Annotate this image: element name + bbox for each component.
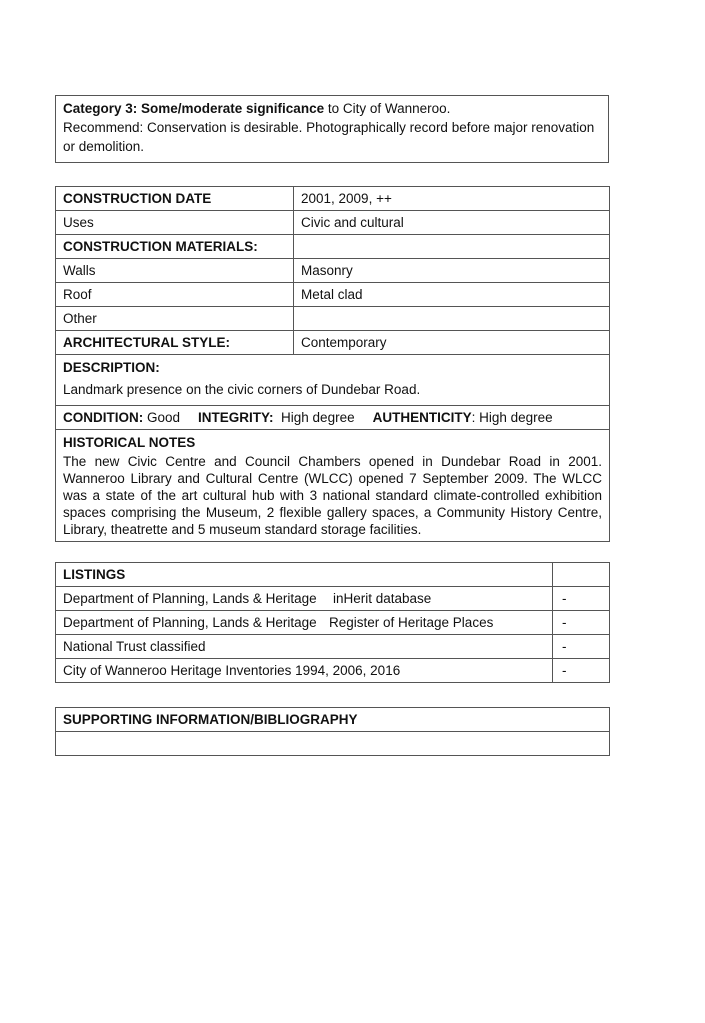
supporting-table — [55, 707, 610, 756]
recommendation-text: Recommend: Conservation is desirable. Photographically record before major renovation or demolition. — [63, 120, 595, 154]
table-row — [56, 659, 610, 683]
style-value: Contemporary — [294, 331, 610, 355]
listing-cell — [56, 635, 553, 659]
listing-source: National Trust classified — [63, 638, 206, 654]
listing-cell — [56, 659, 553, 683]
category-box — [55, 95, 609, 163]
table-row — [56, 355, 610, 406]
listing-value: - — [553, 635, 610, 659]
table-row — [56, 187, 610, 211]
table-row — [56, 708, 610, 732]
authenticity-label: AUTHENTICITY — [372, 409, 472, 425]
table-row — [56, 635, 610, 659]
table-row — [56, 430, 610, 542]
integrity-label: INTEGRITY: — [198, 409, 274, 425]
listing-value: - — [553, 611, 610, 635]
listing-value: - — [553, 587, 610, 611]
table-row — [56, 259, 610, 283]
listings-table — [55, 562, 610, 683]
category-heading-bold: Category 3: Some/moderate significance — [63, 101, 325, 116]
listing-cell — [56, 611, 553, 635]
description-text: Landmark presence on the civic corners of Dundebar Road. — [63, 382, 421, 397]
listing-register: Register of Heritage Places — [329, 614, 494, 630]
listing-source: Department of Planning, Lands & Heritage — [63, 590, 317, 606]
condition-value: Good — [143, 409, 181, 425]
roof-label: Roof — [56, 283, 294, 307]
uses-label: Uses — [56, 211, 294, 235]
other-label: Other — [56, 307, 294, 331]
uses-value: Civic and cultural — [294, 211, 610, 235]
table-row — [56, 587, 610, 611]
historical-notes-label: HISTORICAL NOTES — [63, 435, 196, 450]
table-row — [56, 235, 610, 259]
category-heading — [63, 99, 601, 118]
materials-label: CONSTRUCTION MATERIALS: — [56, 235, 294, 259]
historical-notes-cell — [56, 430, 610, 542]
listing-source: Department of Planning, Lands & Heritage — [63, 614, 317, 630]
listing-cell — [56, 587, 553, 611]
category-heading-rest: to City of Wanneroo. — [324, 101, 451, 116]
supporting-content — [56, 732, 610, 756]
walls-value: Masonry — [294, 259, 610, 283]
historical-notes-text: The new Civic Centre and Council Chambers opened in Dundebar Road in 2001. Wanneroo Library and Cultural Centre (WLCC) opened 7 September 2009. The WLCC was a state of the art cultural hub with 3 national standard climate-controlled exhibition spaces comprising the Museum, 2 flexible gallery spaces, a Community History Centre, Library, theatrette and 5 museum standard storage facilities. — [63, 454, 602, 537]
description-cell — [56, 355, 610, 406]
walls-label: Walls — [56, 259, 294, 283]
description-label: DESCRIPTION: — [63, 360, 160, 375]
table-row — [56, 307, 610, 331]
table-row — [56, 406, 610, 430]
condition-label: CONDITION: — [63, 409, 144, 425]
other-value — [294, 307, 610, 331]
integrity-value: High degree — [273, 409, 355, 425]
listings-heading: LISTINGS — [56, 563, 553, 587]
construction-date-label: CONSTRUCTION DATE — [56, 187, 294, 211]
listing-source: City of Wanneroo Heritage Inventories 1994, 2006, 2016 — [63, 662, 401, 678]
style-label: ARCHITECTURAL STYLE: — [56, 331, 294, 355]
roof-value: Metal clad — [294, 283, 610, 307]
table-row — [56, 331, 610, 355]
listing-register: inHerit database — [333, 590, 432, 606]
listings-heading-value — [553, 563, 610, 587]
details-table — [55, 186, 610, 542]
materials-value — [294, 235, 610, 259]
table-row — [56, 611, 610, 635]
table-row — [56, 283, 610, 307]
listing-value: - — [553, 659, 610, 683]
supporting-heading: SUPPORTING INFORMATION/BIBLIOGRAPHY — [56, 708, 610, 732]
table-row — [56, 732, 610, 756]
authenticity-value: : High degree — [471, 409, 553, 425]
construction-date-value: 2001, 2009, ++ — [294, 187, 610, 211]
condition-cell — [56, 406, 610, 430]
table-row — [56, 563, 610, 587]
table-row — [56, 211, 610, 235]
